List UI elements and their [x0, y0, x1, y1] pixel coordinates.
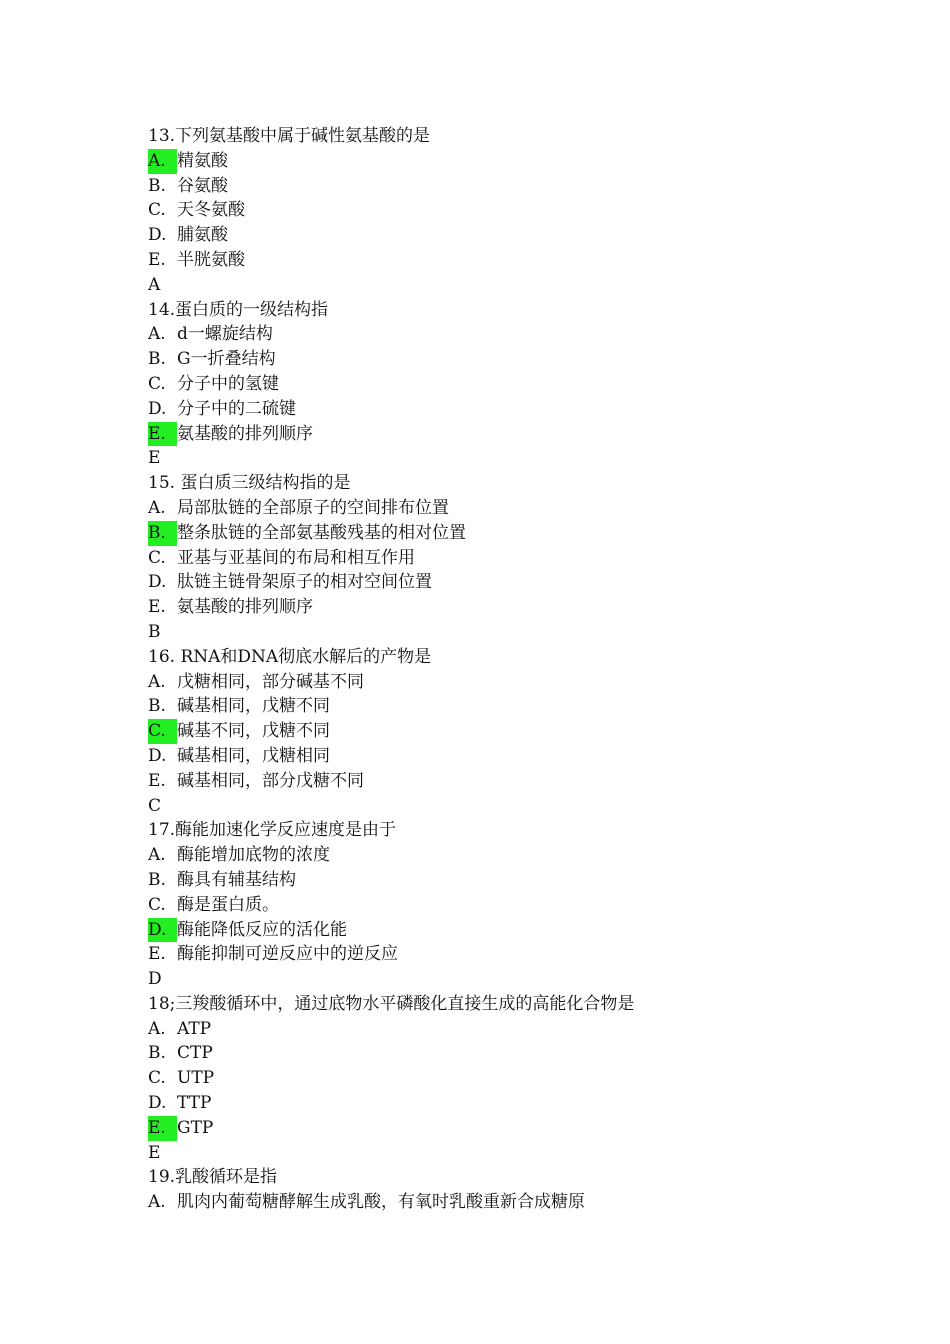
option-text: 戊糖相同，部分碱基不同 — [177, 671, 364, 692]
option-line — [148, 769, 848, 794]
option-text: 氨基酸的排列顺序 — [177, 597, 313, 618]
question-stem: 14.蛋白质的一级结构指 — [148, 299, 329, 320]
option-label: E. — [148, 770, 166, 791]
option-label: C. — [148, 547, 166, 568]
option-line — [148, 918, 848, 943]
option-label: C. — [148, 894, 166, 915]
option-text: G一折叠结构 — [177, 349, 276, 370]
option-text: 酶能增加底物的浓度 — [177, 845, 330, 866]
option-text: 肽链主链骨架原子的相对空间位置 — [177, 572, 432, 593]
option-label: D. — [148, 745, 167, 766]
option-text: 酶具有辅基结构 — [177, 869, 296, 890]
option-text: GTP — [177, 1117, 214, 1138]
question-stem: 13.下列氨基酸中属于碱性氨基酸的是 — [148, 126, 431, 146]
option-label: C. — [148, 373, 166, 394]
question-stem: 19.乳酸循环是指 — [148, 1167, 278, 1188]
question-stem: 17.酶能加速化学反应速度是由于 — [148, 820, 397, 841]
option-label: A. — [148, 497, 166, 518]
option-label-highlighted: B. — [148, 521, 177, 546]
option-text: 氨基酸的排列顺序 — [177, 423, 313, 444]
option-label: A. — [148, 671, 166, 692]
option-text: 半胱氨酸 — [177, 249, 245, 270]
option-label: E. — [148, 249, 166, 270]
option-label: C. — [148, 1068, 166, 1089]
option-label: C. — [148, 200, 166, 221]
option-text: 局部肽链的全部原子的空间排布位置 — [177, 497, 449, 518]
question-stem: 15. 蛋白质三级结构指的是 — [148, 473, 351, 494]
option-text: 碱基不同，戊糖不同 — [177, 721, 330, 742]
option-line — [148, 521, 848, 546]
option-line — [148, 422, 848, 447]
option-line — [148, 372, 848, 397]
option-line — [148, 174, 848, 199]
option-label: D. — [148, 572, 167, 593]
option-text: 酶能抑制可逆反应中的逆反应 — [177, 944, 398, 965]
option-line — [148, 347, 848, 372]
option-text: 亚基与亚基间的布局和相互作用 — [177, 547, 415, 568]
option-label: A. — [148, 845, 166, 866]
option-label-highlighted: E. — [148, 422, 177, 447]
question-stem: 16. RNA和DNA彻底水解后的产物是 — [148, 646, 432, 667]
option-line — [148, 248, 848, 273]
option-text: 整条肽链的全部氨基酸残基的相对位置 — [177, 522, 466, 543]
option-label: E. — [148, 944, 166, 965]
option-line — [148, 694, 848, 719]
option-label: A. — [148, 324, 166, 345]
option-text: ATP — [177, 1018, 212, 1039]
option-text: 肌肉内葡萄糖酵解生成乳酸，有氧时乳酸重新合成糖原 — [177, 1192, 585, 1213]
document-page — [148, 124, 848, 1215]
option-label: B. — [148, 175, 166, 196]
option-text: 脯氨酸 — [177, 225, 228, 246]
option-text: 酶是蛋白质。 — [177, 894, 279, 915]
option-text: 分子中的氢键 — [177, 373, 279, 394]
answer-key: E — [148, 1142, 161, 1163]
option-label-highlighted: D. — [148, 918, 177, 943]
answer-key: A — [148, 274, 161, 295]
option-label: D. — [148, 225, 167, 246]
option-label-highlighted: A. — [148, 149, 177, 174]
option-label: B. — [148, 1043, 166, 1064]
option-line — [148, 1066, 848, 1091]
option-label: D. — [148, 398, 167, 419]
option-text: 碱基相同，部分戊糖不同 — [177, 770, 364, 791]
option-line — [148, 223, 848, 248]
option-text: 分子中的二硫键 — [177, 398, 296, 419]
answer-key: E — [148, 448, 161, 469]
option-label-highlighted: C. — [148, 719, 177, 744]
option-line — [148, 322, 848, 347]
option-line — [148, 942, 848, 967]
option-label: A. — [148, 1192, 166, 1213]
option-label: B. — [148, 349, 166, 370]
option-text: 酶能降低反应的活化能 — [177, 919, 347, 940]
option-label: E. — [148, 597, 166, 618]
option-line — [148, 570, 848, 595]
option-line — [148, 546, 848, 571]
option-label: D. — [148, 1093, 167, 1114]
option-line — [148, 670, 848, 695]
option-label: B. — [148, 696, 166, 717]
option-line — [148, 1116, 848, 1141]
option-text: 天冬氨酸 — [177, 200, 245, 221]
option-text: 谷氨酸 — [177, 175, 228, 196]
option-line — [148, 868, 848, 893]
option-label-highlighted: E. — [148, 1116, 177, 1141]
option-line — [148, 1041, 848, 1066]
option-text: 碱基相同，戊糖不同 — [177, 696, 330, 717]
option-label: B. — [148, 869, 166, 890]
answer-key: B — [148, 621, 161, 642]
option-text: TTP — [177, 1093, 212, 1114]
answer-key: C — [148, 795, 162, 816]
option-line — [148, 1190, 848, 1215]
option-line — [148, 1091, 848, 1116]
option-line — [148, 744, 848, 769]
option-text: UTP — [177, 1068, 215, 1089]
option-line — [148, 149, 848, 174]
option-line — [148, 893, 848, 918]
option-line — [148, 843, 848, 868]
option-text: CTP — [177, 1043, 213, 1064]
option-line — [148, 719, 848, 744]
question-stem: 18;三羧酸循环中，通过底物水平磷酸化直接生成的高能化合物是 — [148, 993, 635, 1014]
option-text: d一螺旋结构 — [177, 324, 273, 345]
answer-key: D — [148, 969, 162, 990]
option-line — [148, 1017, 848, 1042]
option-line — [148, 198, 848, 223]
option-label: A. — [148, 1018, 166, 1039]
option-text: 精氨酸 — [177, 150, 228, 171]
option-text: 碱基相同，戊糖相同 — [177, 745, 330, 766]
option-line — [148, 595, 848, 620]
option-line — [148, 397, 848, 422]
option-line — [148, 496, 848, 521]
